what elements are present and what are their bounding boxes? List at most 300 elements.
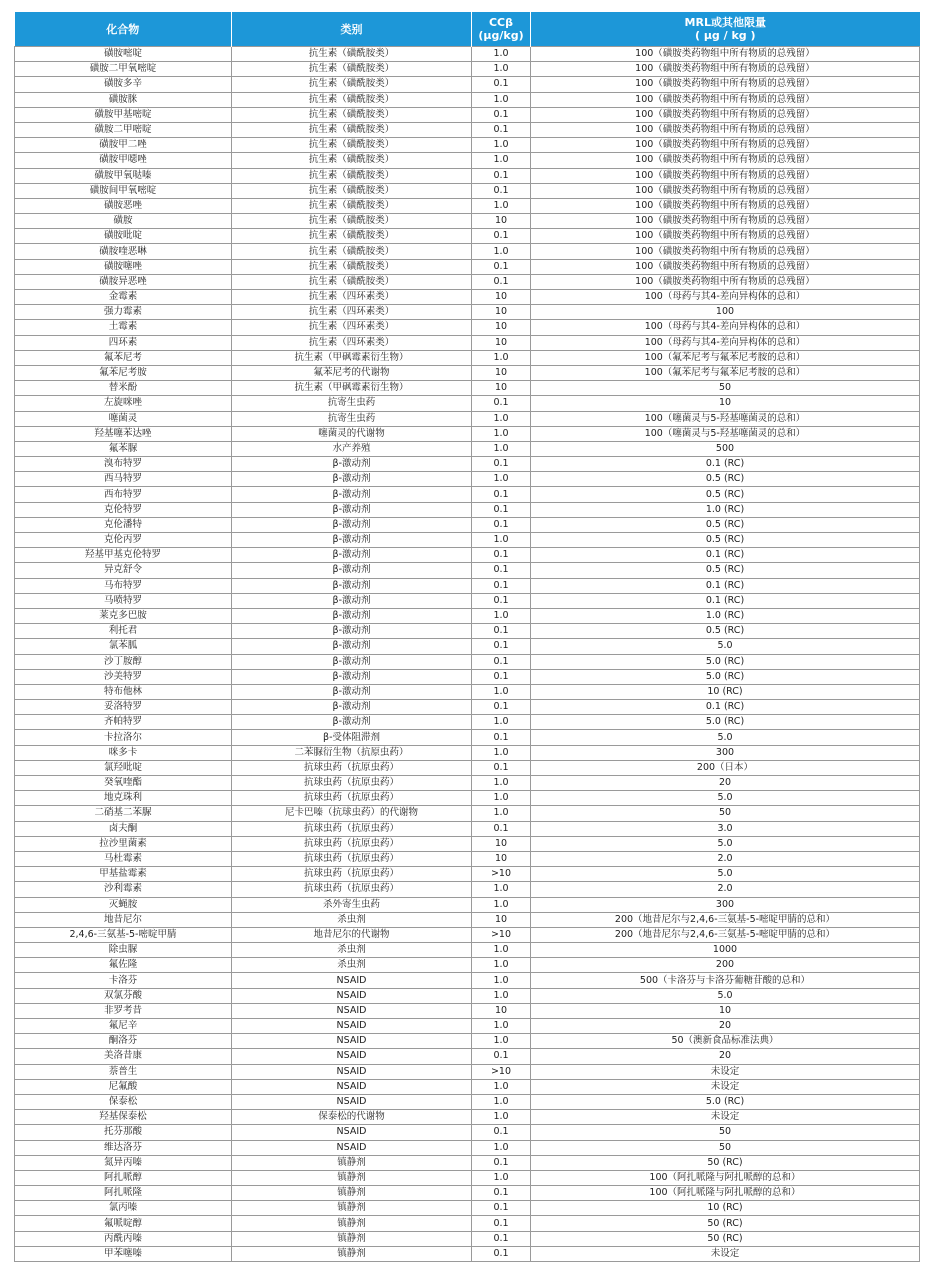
ccbeta-cell: 0.1 bbox=[472, 259, 531, 274]
compound-cell: 磺胺甲氧哒嗪 bbox=[15, 168, 232, 183]
compound-cell: 2,4,6-三氨基-5-嘧啶甲腈 bbox=[15, 927, 232, 942]
ccbeta-cell: 1.0 bbox=[472, 426, 531, 441]
ccbeta-cell: >10 bbox=[472, 867, 531, 882]
table-row bbox=[15, 912, 920, 927]
category-cell: 抗生素（磺酰胺类） bbox=[232, 122, 472, 137]
compound-cell: 磺胺异恶唑 bbox=[15, 274, 232, 289]
ccbeta-cell: 0.1 bbox=[472, 457, 531, 472]
compound-cell: 非罗考昔 bbox=[15, 1003, 232, 1018]
compound-cell: 磺胺噻唑 bbox=[15, 259, 232, 274]
table-row bbox=[15, 1079, 920, 1094]
ccbeta-cell: 1.0 bbox=[472, 472, 531, 487]
category-cell: NSAID bbox=[232, 1019, 472, 1034]
ccbeta-cell: 1.0 bbox=[472, 1094, 531, 1109]
category-cell: β-激动剂 bbox=[232, 684, 472, 699]
table-row bbox=[15, 988, 920, 1003]
header-mrl: MRL或其他限量 ( µg / kg ) bbox=[531, 12, 920, 47]
ccbeta-cell: 0.1 bbox=[472, 578, 531, 593]
mrl-cell: 100（母药与其4-差向异构体的总和） bbox=[531, 320, 920, 335]
mrl-cell: 300 bbox=[531, 897, 920, 912]
compound-cell: 特布他林 bbox=[15, 684, 232, 699]
table-row bbox=[15, 745, 920, 760]
ccbeta-cell: 1.0 bbox=[472, 1019, 531, 1034]
compound-cell: 磺胺二甲嘧啶 bbox=[15, 122, 232, 137]
mrl-cell: 100（磺胺类药物组中所有物质的总残留） bbox=[531, 138, 920, 153]
compound-cell: 阿扎哌隆 bbox=[15, 1186, 232, 1201]
compound-cell: 磺胺二甲氧嘧啶 bbox=[15, 62, 232, 77]
ccbeta-cell: 1.0 bbox=[472, 47, 531, 62]
category-cell: NSAID bbox=[232, 1049, 472, 1064]
mrl-cell: 1.0 (RC) bbox=[531, 502, 920, 517]
compound-cell: 氟尼辛 bbox=[15, 1019, 232, 1034]
category-cell: 抗球虫药（抗原虫药） bbox=[232, 836, 472, 851]
table-row bbox=[15, 502, 920, 517]
table-row bbox=[15, 426, 920, 441]
mrl-cell: 100（磺胺类药物组中所有物质的总残留） bbox=[531, 47, 920, 62]
table-row bbox=[15, 1110, 920, 1125]
mrl-cell: 50 bbox=[531, 381, 920, 396]
category-cell: 抗生素（四环素类） bbox=[232, 335, 472, 350]
category-cell: NSAID bbox=[232, 973, 472, 988]
table-row bbox=[15, 533, 920, 548]
category-cell: 镇静剂 bbox=[232, 1155, 472, 1170]
category-cell: β-激动剂 bbox=[232, 517, 472, 532]
table-row bbox=[15, 563, 920, 578]
compound-cell: 马喷特罗 bbox=[15, 593, 232, 608]
compound-cell: 沙美特罗 bbox=[15, 669, 232, 684]
mrl-cell: 0.5 (RC) bbox=[531, 624, 920, 639]
mrl-cell: 100（磺胺类药物组中所有物质的总残留） bbox=[531, 214, 920, 229]
ccbeta-cell: 10 bbox=[472, 381, 531, 396]
ccbeta-cell: 10 bbox=[472, 214, 531, 229]
table-row bbox=[15, 867, 920, 882]
table-row bbox=[15, 168, 920, 183]
table-row bbox=[15, 927, 920, 942]
ccbeta-cell: 1.0 bbox=[472, 350, 531, 365]
mrl-cell: 1000 bbox=[531, 943, 920, 958]
mrl-cell: 50 bbox=[531, 1125, 920, 1140]
category-cell: 抗生素（甲砜霉素衍生物） bbox=[232, 350, 472, 365]
compound-cell: 替米酚 bbox=[15, 381, 232, 396]
category-cell: 镇静剂 bbox=[232, 1246, 472, 1261]
compound-cell: 甲苯噻嗪 bbox=[15, 1246, 232, 1261]
category-cell: 抗生素（四环素类） bbox=[232, 305, 472, 320]
ccbeta-cell: 1.0 bbox=[472, 897, 531, 912]
mrl-cell: 300 bbox=[531, 745, 920, 760]
table-row bbox=[15, 851, 920, 866]
table-row bbox=[15, 381, 920, 396]
table-row bbox=[15, 244, 920, 259]
ccbeta-cell: 10 bbox=[472, 290, 531, 305]
mrl-cell: 100（噻菌灵与5-羟基噻菌灵的总和） bbox=[531, 426, 920, 441]
mrl-cell: 20 bbox=[531, 1019, 920, 1034]
mrl-cell: 0.5 (RC) bbox=[531, 487, 920, 502]
category-cell: 抗生素（磺酰胺类） bbox=[232, 259, 472, 274]
mrl-cell: 未设定 bbox=[531, 1246, 920, 1261]
compound-cell: 羟基甲基克伦特罗 bbox=[15, 548, 232, 563]
ccbeta-cell: 0.1 bbox=[472, 669, 531, 684]
category-cell: 杀外寄生虫药 bbox=[232, 897, 472, 912]
table-row bbox=[15, 62, 920, 77]
ccbeta-cell: 1.0 bbox=[472, 153, 531, 168]
table-row bbox=[15, 1094, 920, 1109]
mrl-cell: 200（日本） bbox=[531, 760, 920, 775]
compound-cell: 保泰松 bbox=[15, 1094, 232, 1109]
table-row bbox=[15, 1019, 920, 1034]
ccbeta-cell: 0.1 bbox=[472, 1155, 531, 1170]
table-row bbox=[15, 259, 920, 274]
table-row bbox=[15, 1201, 920, 1216]
category-cell: β-激动剂 bbox=[232, 715, 472, 730]
compound-cell: 磺胺恶唑 bbox=[15, 198, 232, 213]
category-cell: 杀虫剂 bbox=[232, 912, 472, 927]
table-row bbox=[15, 821, 920, 836]
mrl-cell: 500（卡洛芬与卡洛芬葡糖苷酸的总和） bbox=[531, 973, 920, 988]
category-cell: β-激动剂 bbox=[232, 624, 472, 639]
compound-cell: 磺胺甲二唑 bbox=[15, 138, 232, 153]
compound-cell: 莱克多巴胺 bbox=[15, 608, 232, 623]
compound-cell: 氟苯尼考胺 bbox=[15, 365, 232, 380]
table-row bbox=[15, 1155, 920, 1170]
ccbeta-cell: 0.1 bbox=[472, 502, 531, 517]
mrl-cell: 100（母药与其4-差向异构体的总和） bbox=[531, 290, 920, 305]
table-row bbox=[15, 517, 920, 532]
category-cell: NSAID bbox=[232, 1125, 472, 1140]
ccbeta-cell: 10 bbox=[472, 912, 531, 927]
header-category: 类别 bbox=[232, 12, 472, 47]
compound-cell: 氯羟吡啶 bbox=[15, 760, 232, 775]
ccbeta-cell: 1.0 bbox=[472, 198, 531, 213]
compound-cell: 托芬那酸 bbox=[15, 1125, 232, 1140]
table-row bbox=[15, 639, 920, 654]
category-cell: 抗生素（磺酰胺类） bbox=[232, 198, 472, 213]
category-cell: 抗生素（四环素类） bbox=[232, 320, 472, 335]
category-cell: 抗生素（磺酰胺类） bbox=[232, 138, 472, 153]
table-row bbox=[15, 1034, 920, 1049]
table-row bbox=[15, 198, 920, 213]
mrl-cell: 10 bbox=[531, 396, 920, 411]
category-cell: 镇静剂 bbox=[232, 1216, 472, 1231]
table-row bbox=[15, 47, 920, 62]
ccbeta-cell: 1.0 bbox=[472, 715, 531, 730]
category-cell: 抗生素（磺酰胺类） bbox=[232, 214, 472, 229]
compound-cell: 氯苯胍 bbox=[15, 639, 232, 654]
table-row bbox=[15, 578, 920, 593]
category-cell: 水产养殖 bbox=[232, 441, 472, 456]
table-row bbox=[15, 806, 920, 821]
category-cell: 抗生素（磺酰胺类） bbox=[232, 153, 472, 168]
compound-cell: 地昔尼尔 bbox=[15, 912, 232, 927]
mrl-cell: 100 bbox=[531, 305, 920, 320]
mrl-cell: 0.1 (RC) bbox=[531, 457, 920, 472]
category-cell: β-激动剂 bbox=[232, 639, 472, 654]
category-cell: 杀虫剂 bbox=[232, 958, 472, 973]
mrl-cell: 50 bbox=[531, 806, 920, 821]
mrl-cell: 5.0 bbox=[531, 836, 920, 851]
ccbeta-cell: 1.0 bbox=[472, 882, 531, 897]
category-cell: 抗生素（四环素类） bbox=[232, 290, 472, 305]
ccbeta-cell: 0.1 bbox=[472, 700, 531, 715]
mrl-cell: 100（磺胺类药物组中所有物质的总残留） bbox=[531, 62, 920, 77]
ccbeta-cell: 1.0 bbox=[472, 608, 531, 623]
ccbeta-cell: 1.0 bbox=[472, 138, 531, 153]
category-cell: NSAID bbox=[232, 1003, 472, 1018]
mrl-cell: 0.1 (RC) bbox=[531, 700, 920, 715]
category-cell: β-激动剂 bbox=[232, 700, 472, 715]
table-row bbox=[15, 1049, 920, 1064]
mrl-cell: 100（母药与其4-差向异构体的总和） bbox=[531, 335, 920, 350]
compound-cell: 氟哌啶醇 bbox=[15, 1216, 232, 1231]
mrl-cell: 100（磺胺类药物组中所有物质的总残留） bbox=[531, 122, 920, 137]
table-row bbox=[15, 654, 920, 669]
table-row bbox=[15, 411, 920, 426]
compound-cell: 利托君 bbox=[15, 624, 232, 639]
table-row bbox=[15, 350, 920, 365]
category-cell: β-受体阻滞剂 bbox=[232, 730, 472, 745]
mrl-cell: 0.1 (RC) bbox=[531, 593, 920, 608]
table-row bbox=[15, 274, 920, 289]
ccbeta-cell: 1.0 bbox=[472, 244, 531, 259]
table-row bbox=[15, 1003, 920, 1018]
table-row bbox=[15, 730, 920, 745]
compound-cell: 尼氟酸 bbox=[15, 1079, 232, 1094]
category-cell: NSAID bbox=[232, 1094, 472, 1109]
category-cell: 抗生素（甲砜霉素衍生物） bbox=[232, 381, 472, 396]
category-cell: 抗寄生虫药 bbox=[232, 411, 472, 426]
table-row bbox=[15, 791, 920, 806]
compound-cell: 磺胺吡啶 bbox=[15, 229, 232, 244]
category-cell: NSAID bbox=[232, 1140, 472, 1155]
table-row bbox=[15, 608, 920, 623]
mrl-cell: 0.1 (RC) bbox=[531, 578, 920, 593]
table-row bbox=[15, 153, 920, 168]
category-cell: 尼卡巴嗪（抗球虫药）的代谢物 bbox=[232, 806, 472, 821]
category-cell: 保泰松的代谢物 bbox=[232, 1110, 472, 1125]
table-row bbox=[15, 958, 920, 973]
mrl-cell: 100（磺胺类药物组中所有物质的总残留） bbox=[531, 183, 920, 198]
mrl-cell: 0.5 (RC) bbox=[531, 533, 920, 548]
ccbeta-cell: 1.0 bbox=[472, 973, 531, 988]
compound-cell: 沙利霉素 bbox=[15, 882, 232, 897]
compound-cell: 异克舒令 bbox=[15, 563, 232, 578]
compound-cell: 灭蝇胺 bbox=[15, 897, 232, 912]
compound-cell: 维达洛芬 bbox=[15, 1140, 232, 1155]
mrl-cell: 200（地昔尼尔与2,4,6-三氨基-5-嘧啶甲腈的总和） bbox=[531, 927, 920, 942]
compound-cell: 马布特罗 bbox=[15, 578, 232, 593]
ccbeta-cell: 1.0 bbox=[472, 988, 531, 1003]
category-cell: 抗球虫药（抗原虫药） bbox=[232, 821, 472, 836]
table-body bbox=[15, 47, 920, 1262]
category-cell: β-激动剂 bbox=[232, 487, 472, 502]
category-cell: NSAID bbox=[232, 1079, 472, 1094]
ccbeta-cell: 0.1 bbox=[472, 1049, 531, 1064]
ccbeta-cell: 0.1 bbox=[472, 548, 531, 563]
ccbeta-cell: 0.1 bbox=[472, 274, 531, 289]
category-cell: 抗寄生虫药 bbox=[232, 396, 472, 411]
compound-cell: 双氯芬酸 bbox=[15, 988, 232, 1003]
compound-cell: 二硝基二苯脲 bbox=[15, 806, 232, 821]
ccbeta-cell: 0.1 bbox=[472, 1201, 531, 1216]
compound-cell: 地克珠利 bbox=[15, 791, 232, 806]
mrl-cell: 5.0 bbox=[531, 988, 920, 1003]
table-row bbox=[15, 776, 920, 791]
compound-cell: 氟苯尼考 bbox=[15, 350, 232, 365]
mrl-cell: 5.0 bbox=[531, 730, 920, 745]
ccbeta-cell: 0.1 bbox=[472, 1231, 531, 1246]
category-cell: β-激动剂 bbox=[232, 563, 472, 578]
ccbeta-cell: 0.1 bbox=[472, 517, 531, 532]
mrl-cell: 50 (RC) bbox=[531, 1155, 920, 1170]
table-row bbox=[15, 122, 920, 137]
table-row bbox=[15, 973, 920, 988]
ccbeta-cell: 10 bbox=[472, 851, 531, 866]
category-cell: β-激动剂 bbox=[232, 533, 472, 548]
table-row bbox=[15, 457, 920, 472]
mrl-cell: 50（澳新食品标准法典） bbox=[531, 1034, 920, 1049]
mrl-cell: 100（磺胺类药物组中所有物质的总残留） bbox=[531, 229, 920, 244]
table-row bbox=[15, 684, 920, 699]
category-cell: 抗生素（磺酰胺类） bbox=[232, 62, 472, 77]
table-row bbox=[15, 441, 920, 456]
ccbeta-cell: 0.1 bbox=[472, 183, 531, 198]
ccbeta-cell: 1.0 bbox=[472, 1079, 531, 1094]
mrl-cell: 5.0 (RC) bbox=[531, 715, 920, 730]
ccbeta-cell: 10 bbox=[472, 335, 531, 350]
category-cell: 地昔尼尔的代谢物 bbox=[232, 927, 472, 942]
table-row bbox=[15, 487, 920, 502]
compound-cell: 磺胺喹恶啉 bbox=[15, 244, 232, 259]
table-row bbox=[15, 77, 920, 92]
ccbeta-cell: 0.1 bbox=[472, 1125, 531, 1140]
ccbeta-cell: 1.0 bbox=[472, 533, 531, 548]
category-cell: 抗生素（磺酰胺类） bbox=[232, 183, 472, 198]
ccbeta-cell: 1.0 bbox=[472, 411, 531, 426]
mrl-cell: 100（磺胺类药物组中所有物质的总残留） bbox=[531, 107, 920, 122]
compound-cell: 土霉素 bbox=[15, 320, 232, 335]
ccbeta-cell: 0.1 bbox=[472, 654, 531, 669]
ccbeta-cell: 1.0 bbox=[472, 776, 531, 791]
ccbeta-cell: 1.0 bbox=[472, 1140, 531, 1155]
compound-cell: 磺胺 bbox=[15, 214, 232, 229]
mrl-cell: 100（磺胺类药物组中所有物质的总残留） bbox=[531, 153, 920, 168]
table-row bbox=[15, 320, 920, 335]
table-row bbox=[15, 305, 920, 320]
category-cell: 二苯脲衍生物（抗原虫药） bbox=[232, 745, 472, 760]
mrl-cell: 100（磺胺类药物组中所有物质的总残留） bbox=[531, 77, 920, 92]
compound-cell: 左旋咪唑 bbox=[15, 396, 232, 411]
compound-cell: 磺胺脒 bbox=[15, 92, 232, 107]
mrl-cell: 未设定 bbox=[531, 1079, 920, 1094]
compound-cell: 溴布特罗 bbox=[15, 457, 232, 472]
compound-cell: 卡洛芬 bbox=[15, 973, 232, 988]
ccbeta-cell: 0.1 bbox=[472, 1186, 531, 1201]
mrl-cell: 50 bbox=[531, 1140, 920, 1155]
mrl-cell: 500 bbox=[531, 441, 920, 456]
table-row bbox=[15, 214, 920, 229]
table-row bbox=[15, 1216, 920, 1231]
ccbeta-cell: 1.0 bbox=[472, 791, 531, 806]
header-ccbeta: CCβ (µg/kg) bbox=[472, 12, 531, 47]
category-cell: NSAID bbox=[232, 988, 472, 1003]
ccbeta-cell: >10 bbox=[472, 1064, 531, 1079]
mrl-cell: 0.5 (RC) bbox=[531, 563, 920, 578]
compound-cell: 卤夫酮 bbox=[15, 821, 232, 836]
category-cell: 抗生素（磺酰胺类） bbox=[232, 47, 472, 62]
mrl-cell: 10 (RC) bbox=[531, 1201, 920, 1216]
ccbeta-cell: 0.1 bbox=[472, 639, 531, 654]
mrl-cell: 100（氟苯尼考与氟苯尼考胺的总和） bbox=[531, 365, 920, 380]
ccbeta-cell: 1.0 bbox=[472, 1034, 531, 1049]
mrl-cell: 50 (RC) bbox=[531, 1231, 920, 1246]
ccbeta-cell: 0.1 bbox=[472, 563, 531, 578]
table-row bbox=[15, 548, 920, 563]
category-cell: 镇静剂 bbox=[232, 1186, 472, 1201]
mrl-cell: 0.5 (RC) bbox=[531, 472, 920, 487]
category-cell: 镇静剂 bbox=[232, 1201, 472, 1216]
table-row bbox=[15, 700, 920, 715]
compound-cell: 酮洛芬 bbox=[15, 1034, 232, 1049]
table-row bbox=[15, 882, 920, 897]
compound-cell: 氮异丙嗪 bbox=[15, 1155, 232, 1170]
category-cell: 杀虫剂 bbox=[232, 943, 472, 958]
compound-cell: 克伦丙罗 bbox=[15, 533, 232, 548]
ccbeta-cell: 0.1 bbox=[472, 760, 531, 775]
mrl-cell: 50 (RC) bbox=[531, 1216, 920, 1231]
mrl-cell: 20 bbox=[531, 776, 920, 791]
mrl-cell: 5.0 bbox=[531, 867, 920, 882]
compound-cell: 妥洛特罗 bbox=[15, 700, 232, 715]
mrl-cell: 100（氟苯尼考与氟苯尼考胺的总和） bbox=[531, 350, 920, 365]
mrl-cell: 20 bbox=[531, 1049, 920, 1064]
mrl-cell: 0.1 (RC) bbox=[531, 548, 920, 563]
category-cell: 抗球虫药（抗原虫药） bbox=[232, 760, 472, 775]
table-row bbox=[15, 290, 920, 305]
table-row bbox=[15, 836, 920, 851]
category-cell: β-激动剂 bbox=[232, 457, 472, 472]
table-row bbox=[15, 229, 920, 244]
compound-cell: 克伦潘特 bbox=[15, 517, 232, 532]
ccbeta-cell: 0.1 bbox=[472, 1246, 531, 1261]
category-cell: 抗生素（磺酰胺类） bbox=[232, 274, 472, 289]
mrl-cell: 1.0 (RC) bbox=[531, 608, 920, 623]
mrl-cell: 100（阿扎哌隆与阿扎哌醇的总和） bbox=[531, 1186, 920, 1201]
category-cell: 抗生素（磺酰胺类） bbox=[232, 168, 472, 183]
ccbeta-cell: 0.1 bbox=[472, 396, 531, 411]
ccbeta-cell: 0.1 bbox=[472, 593, 531, 608]
table-row bbox=[15, 760, 920, 775]
header-compound: 化合物 bbox=[15, 12, 232, 47]
category-cell: 抗生素（磺酰胺类） bbox=[232, 244, 472, 259]
table-row bbox=[15, 396, 920, 411]
table-row bbox=[15, 183, 920, 198]
category-cell: β-激动剂 bbox=[232, 654, 472, 669]
category-cell: 镇静剂 bbox=[232, 1170, 472, 1185]
ccbeta-cell: 1.0 bbox=[472, 1110, 531, 1125]
compound-cell: 卡拉洛尔 bbox=[15, 730, 232, 745]
ccbeta-cell: 0.1 bbox=[472, 168, 531, 183]
table-row bbox=[15, 624, 920, 639]
compound-cell: 西布特罗 bbox=[15, 487, 232, 502]
category-cell: 抗生素（磺酰胺类） bbox=[232, 77, 472, 92]
compound-cell: 氯丙嗪 bbox=[15, 1201, 232, 1216]
mrl-cell: 3.0 bbox=[531, 821, 920, 836]
category-cell: 抗生素（磺酰胺类） bbox=[232, 229, 472, 244]
category-cell: β-激动剂 bbox=[232, 548, 472, 563]
compound-cell: 磺胺间甲氧嘧啶 bbox=[15, 183, 232, 198]
ccbeta-cell: >10 bbox=[472, 927, 531, 942]
mrl-cell: 未设定 bbox=[531, 1110, 920, 1125]
ccbeta-cell: 0.1 bbox=[472, 229, 531, 244]
